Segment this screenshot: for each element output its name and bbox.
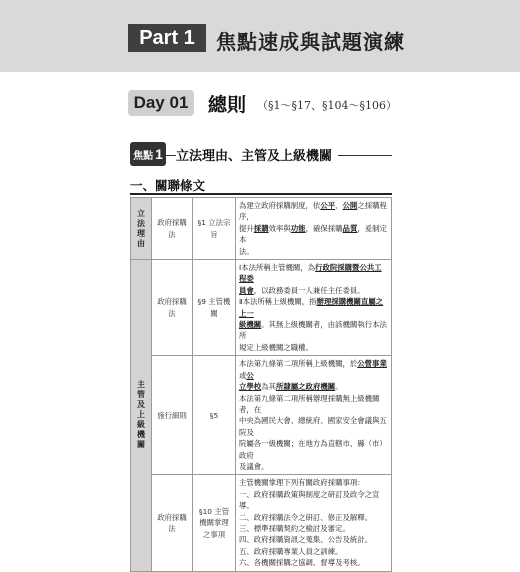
article-text-line: [239, 546, 388, 557]
article-cell: §9 主管機關: [193, 260, 236, 356]
body-text: Ⅰ本法所稱主管機關，為: [239, 263, 316, 273]
day-title: 總則: [208, 94, 247, 116]
part-title: 焦點速成與試題演練: [216, 30, 405, 54]
emphasis-text: 採購: [253, 223, 269, 233]
body-text: 為其: [261, 382, 276, 392]
body-text: 一、政府採購政策與制度之研訂及政令之宣導。: [239, 489, 380, 511]
emphasis-text: 功能: [290, 223, 306, 233]
source-cell: 政府採購法: [152, 260, 193, 356]
section-divider: [130, 193, 392, 195]
article-text-line: [239, 358, 388, 381]
category-cell: 立 法 理 由: [131, 198, 152, 260]
body-text: 本法第九條第二項所稱上級機關，於: [239, 359, 358, 369]
emphasis-text: 公營事業: [357, 359, 387, 369]
article-text-line: [239, 262, 388, 285]
body-text: 或: [239, 370, 247, 380]
body-text: 規定上級機關之職權。: [239, 342, 313, 352]
related-articles-table: [130, 197, 392, 572]
emphasis-text: 所隸屬之政府機關: [275, 382, 336, 392]
article-text-line: [239, 557, 388, 568]
body-text: 法。: [239, 246, 254, 256]
article-text-cell: [236, 198, 392, 260]
body-text: 。: [335, 382, 343, 392]
emphasis-text: 公開: [342, 201, 358, 210]
body-text: 院屬各一級機關；在地方為直轄市、縣（市）政府: [239, 439, 387, 460]
article-cell: §10 主管機關掌理之事項: [193, 475, 236, 571]
body-text: 三、標準採購契約之檢討及審定。: [239, 523, 350, 533]
body-text: 效率與: [268, 223, 291, 233]
emphasis-text: 立學校: [239, 382, 262, 392]
article-text-line: [239, 512, 388, 523]
focus-badge-number: 1: [155, 146, 163, 162]
body-text: 四、政府採購資訊之蒐集、公告及統計。: [239, 535, 373, 545]
body-text: 為建立政府採購制度，依: [239, 201, 321, 210]
body-text: ，以政務委員一人兼任主任委員。: [253, 285, 365, 295]
category-cell: 主 管 及 上 級 機 關: [131, 260, 152, 572]
focus-title: 立法理由、主管及上級機關: [176, 145, 338, 164]
day-article-range: （§1～§17、§104～§106）: [257, 99, 397, 112]
article-cell: §1 立法宗旨: [193, 198, 236, 260]
emphasis-text: 公平: [320, 201, 336, 210]
body-text: 本法第九條第二項所稱辦理採購無上級機關者，在: [239, 393, 380, 414]
source-cell: 政府採購法: [152, 475, 193, 571]
article-text-cell: [236, 356, 392, 475]
article-text-line: [239, 246, 388, 257]
article-text-cell: [236, 260, 392, 356]
table-row: [131, 356, 392, 475]
article-text-line: [239, 477, 388, 488]
body-text: 。其無上級機關者，由該機關執行本法所: [239, 320, 387, 341]
body-text: Ⅱ本法所稱上級機關，指: [239, 297, 317, 307]
emphasis-text: 品質: [342, 223, 358, 233]
emphasis-text: 公: [246, 370, 254, 380]
body-text: ，爰制定本: [239, 223, 387, 245]
body-text: 六、各機關採購之協調、督導及考核。: [239, 558, 365, 568]
source-cell: 施行細則: [152, 356, 193, 475]
emphasis-text: 辦理採購機關直屬之上一: [239, 297, 384, 318]
article-text-line: [239, 415, 388, 438]
body-text: 主管機關掌理下列有關政府採購事項：: [239, 478, 365, 488]
article-text-line: [239, 296, 388, 319]
article-text-line: [239, 534, 388, 545]
source-cell: 政府採購法: [152, 198, 193, 260]
body-text: 、: [335, 201, 343, 210]
article-text-line: [239, 342, 388, 353]
section-title: 一、關聯條文: [130, 178, 206, 193]
table-row: [131, 198, 392, 260]
article-cell: §5: [193, 356, 236, 475]
emphasis-text: 行政院採購暨公共工程委: [239, 263, 382, 284]
body-text: ，確保採購: [305, 223, 343, 233]
focus-badge-word: 焦點: [133, 150, 154, 162]
article-text-line: [239, 461, 388, 472]
day-badge: Day 01: [128, 90, 194, 116]
part-label: Part 1: [128, 24, 206, 52]
emphasis-text: 級機關: [239, 320, 262, 330]
body-text: 之採購程序，: [239, 201, 387, 222]
body-text: 二、政府採購法令之研訂、修正及解釋。: [239, 512, 373, 522]
article-text-cell: [236, 475, 392, 571]
table-row: [131, 260, 392, 356]
body-text: 中央為國民大會、總統府、國家安全會議與五院及: [239, 416, 387, 437]
body-text: 及議會。: [239, 461, 269, 471]
article-text-line: [239, 438, 388, 461]
article-text-line: [239, 393, 388, 416]
article-text-line: [239, 489, 388, 512]
body-text: 五、政府採購專業人員之訓練。: [239, 546, 343, 556]
focus-badge: [130, 142, 166, 166]
body-text: 提升: [239, 223, 254, 233]
article-text-line: [239, 523, 388, 534]
article-text-line: [239, 223, 388, 246]
article-text-line: [239, 381, 388, 392]
table-row: [131, 475, 392, 571]
article-text-line: [239, 285, 388, 296]
emphasis-text: 員會: [239, 285, 254, 295]
article-text-line: [239, 200, 388, 223]
article-text-line: [239, 319, 388, 342]
